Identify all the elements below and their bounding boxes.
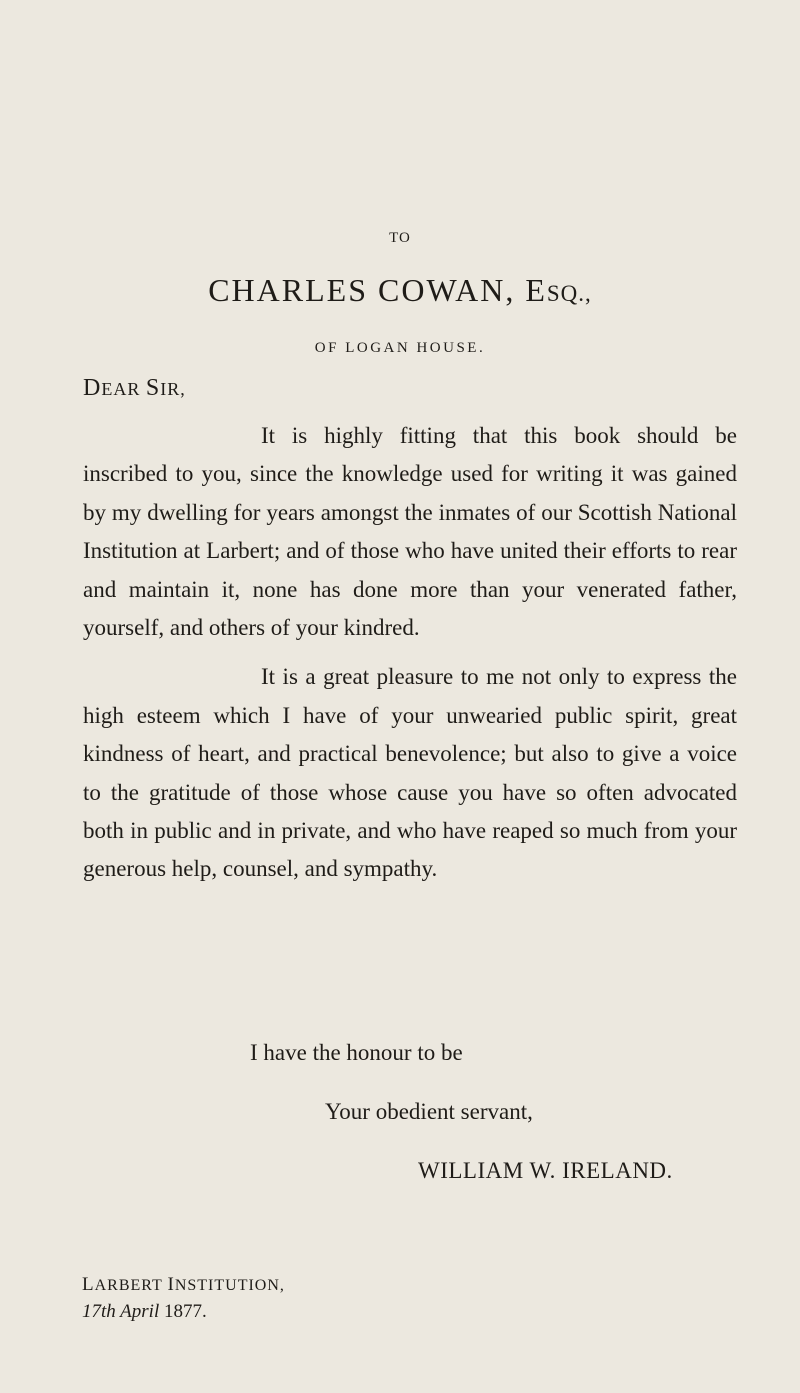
letter-paragraph-1: It is highly fitting that this book should be inscribed to you, since the knowledge used for writing it was gained by my dwelling for years amongst the inmates of our Scottish National Institution at Larbert; and of those who have united their efforts to rear and maintain it, none has done more than your venerated father, yourself, and others of your kindred. (83, 423, 737, 641)
salutation-initial-s: S (145, 375, 161, 401)
place-arbert: ARBERT (94, 1277, 168, 1294)
salutation-initial-d: D (83, 375, 102, 401)
closing-line: I have the honour to be (250, 1040, 463, 1065)
complimentary-close: Your obedient servant, (325, 1099, 533, 1124)
place-nstitution: NSTITUTION, (174, 1277, 285, 1294)
place-initial-i: I (167, 1274, 175, 1295)
letter-paragraph-2: It is a great pleasure to me not only to express the high esteem which I have of your unwearied public spirit, great kindness of heart, and practical benevolence; but also to give a voice to the gratitude of those whose cause you have so often advocated both in public and in private, and who have reaped so much from your generous help, counsel, and sympathy. (83, 664, 737, 882)
dedication-to-heading: TO (389, 230, 411, 246)
dedicatee-residence: OF LOGAN HOUSE. (314, 340, 486, 356)
date-year: 1877. (159, 1301, 207, 1322)
place-initial-l: L (82, 1274, 95, 1295)
salutation (83, 375, 186, 402)
date-day: 17th April (82, 1301, 160, 1322)
dedicatee-name (0, 272, 800, 309)
letter-body (83, 417, 737, 889)
salutation-ear: EAR (101, 379, 146, 399)
date-line (82, 1301, 207, 1323)
salutation-ir: IR, (160, 379, 186, 399)
place-line (82, 1274, 285, 1296)
dedicatee-name-suffix: SQ., (546, 281, 592, 306)
dedicatee-name-main: CHARLES COWAN, E (208, 272, 547, 308)
signature: WILLIAM W. IRELAND. (418, 1158, 673, 1183)
